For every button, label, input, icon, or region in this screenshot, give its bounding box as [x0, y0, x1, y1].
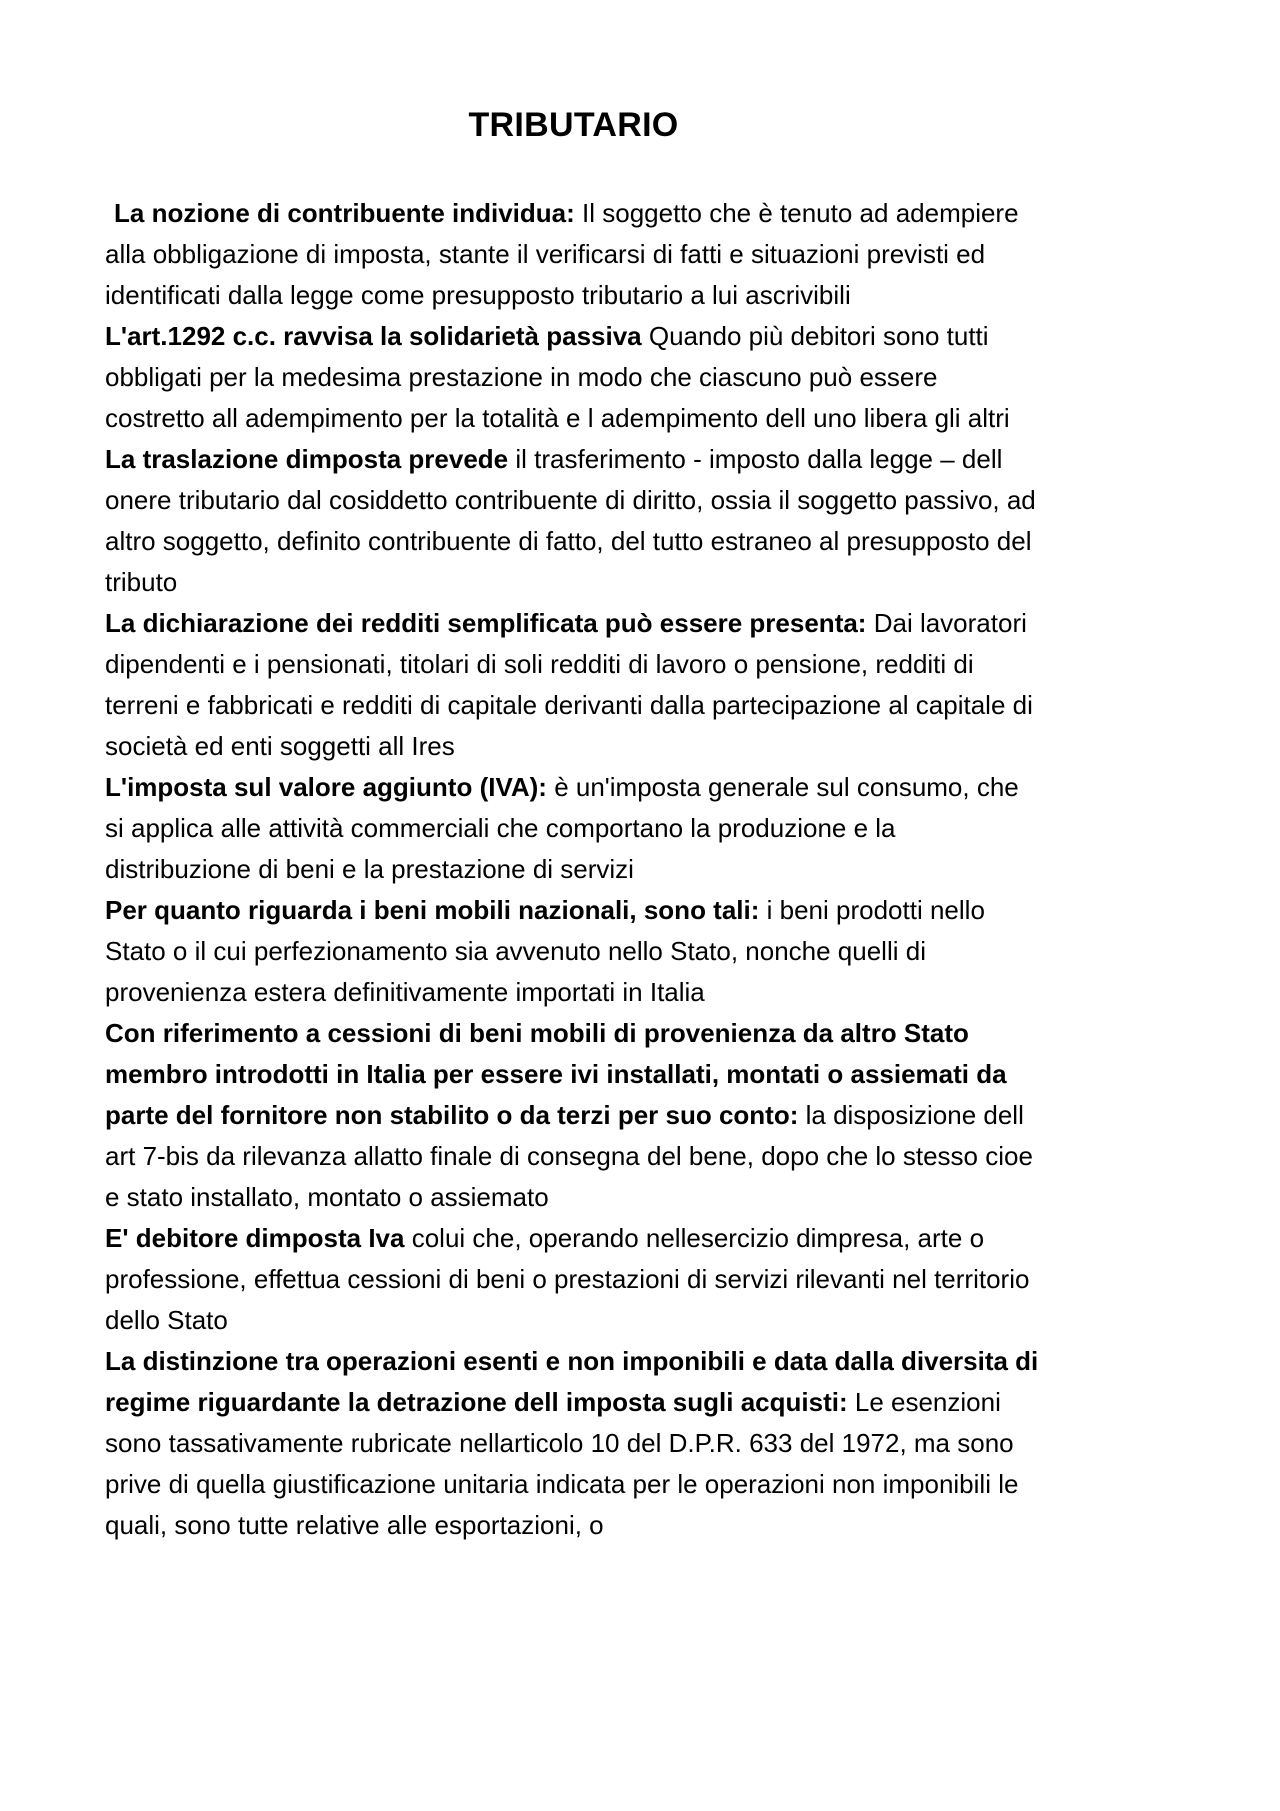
paragraph-lead: Per quanto riguarda i beni mobili nazionali, sono tali: [105, 895, 760, 925]
paragraph-lead: La traslazione dimposta prevede [105, 444, 509, 474]
paragraph [105, 316, 1042, 439]
paragraph [105, 1341, 1042, 1546]
paragraph [105, 767, 1042, 890]
paragraph-lead: L'art.1292 c.c. ravvisa la solidarietà passiva [105, 321, 642, 351]
document-body [105, 193, 1042, 1546]
paragraph-text: Le esenzioni sono tassativamente rubricate nellarticolo 10 del D.P.R. 633 del 1972, ma sono prive di quella giustificazione unitaria indicata per le operazioni non imponibili le quali, sono tutte relative alle esportazioni, o [105, 1387, 1019, 1540]
paragraph-text: i beni prodotti nello Stato o il cui perfezionamento sia avvenuto nello Stato, nonche quelli di provenienza estera definitivamente importati in Italia [105, 895, 985, 1007]
paragraph [105, 1218, 1042, 1341]
paragraph-text: Il soggetto che è tenuto ad adempiere alla obbligazione di imposta, stante il verificarsi di fatti e situazioni previsti ed identificati dalla legge come presupposto tributario a lui ascrivibili [105, 198, 1019, 310]
paragraph-lead: La distinzione tra operazioni esenti e non imponibili e data dalla diversita di regime riguardante la detrazione dell imposta sugli acquisti: [105, 1346, 1039, 1417]
paragraph-text: il trasferimento - imposto dalla legge – dell onere tributario dal cosiddetto contribuente di diritto, ossia il soggetto passivo, ad altro soggetto, definito contribuente di fatto, del tutto estraneo al presupposto del tributo [105, 444, 1036, 597]
paragraph-lead: La dichiarazione dei redditi semplificata può essere presenta: [105, 608, 867, 638]
paragraph-text: Quando più debitori sono tutti obbligati per la medesima prestazione in modo che ciascuno può essere costretto all adempimento per la totalità e l adempimento dell uno libera gli altri [105, 321, 1010, 433]
paragraph [105, 890, 1042, 1013]
paragraph [105, 193, 1042, 316]
paragraph-text: colui che, operando nellesercizio dimpresa, arte o professione, effettua cessioni di beni o prestazioni di servizi rilevanti nel territorio dello Stato [105, 1223, 1030, 1335]
paragraph-text: la disposizione dell art 7-bis da rilevanza allatto finale di consegna del bene, dopo che lo stesso cioe e stato installato, montato o assiemato [105, 1100, 1033, 1212]
paragraph-lead: Con riferimento a cessioni di beni mobili di provenienza da altro Stato membro introdotti in Italia per essere ivi installati, montati o assiemati da parte del fornitore non stabilito o da terzi per suo conto: [105, 1018, 1007, 1130]
paragraph [105, 1013, 1042, 1218]
paragraph [105, 603, 1042, 767]
paragraph-lead: La nozione di contribuente individua: [114, 198, 575, 228]
paragraph-lead: E' debitore dimposta Iva [105, 1223, 405, 1253]
paragraph-text: è un'imposta generale sul consumo, che si applica alle attività commerciali che comportano la produzione e la distribuzione di beni e la prestazione di servizi [105, 772, 1019, 884]
paragraph-text: Dai lavoratori dipendenti e i pensionati, titolari di soli redditi di lavoro o pensione, redditi di terreni e fabbricati e redditi di capitale derivanti dalla partecipazione al capitale di società ed enti soggetti all Ires [105, 608, 1033, 761]
page-title: TRIBUTARIO [468, 106, 679, 144]
paragraph-lead: L'imposta sul valore aggiunto (IVA): [105, 772, 547, 802]
paragraph [105, 439, 1042, 603]
